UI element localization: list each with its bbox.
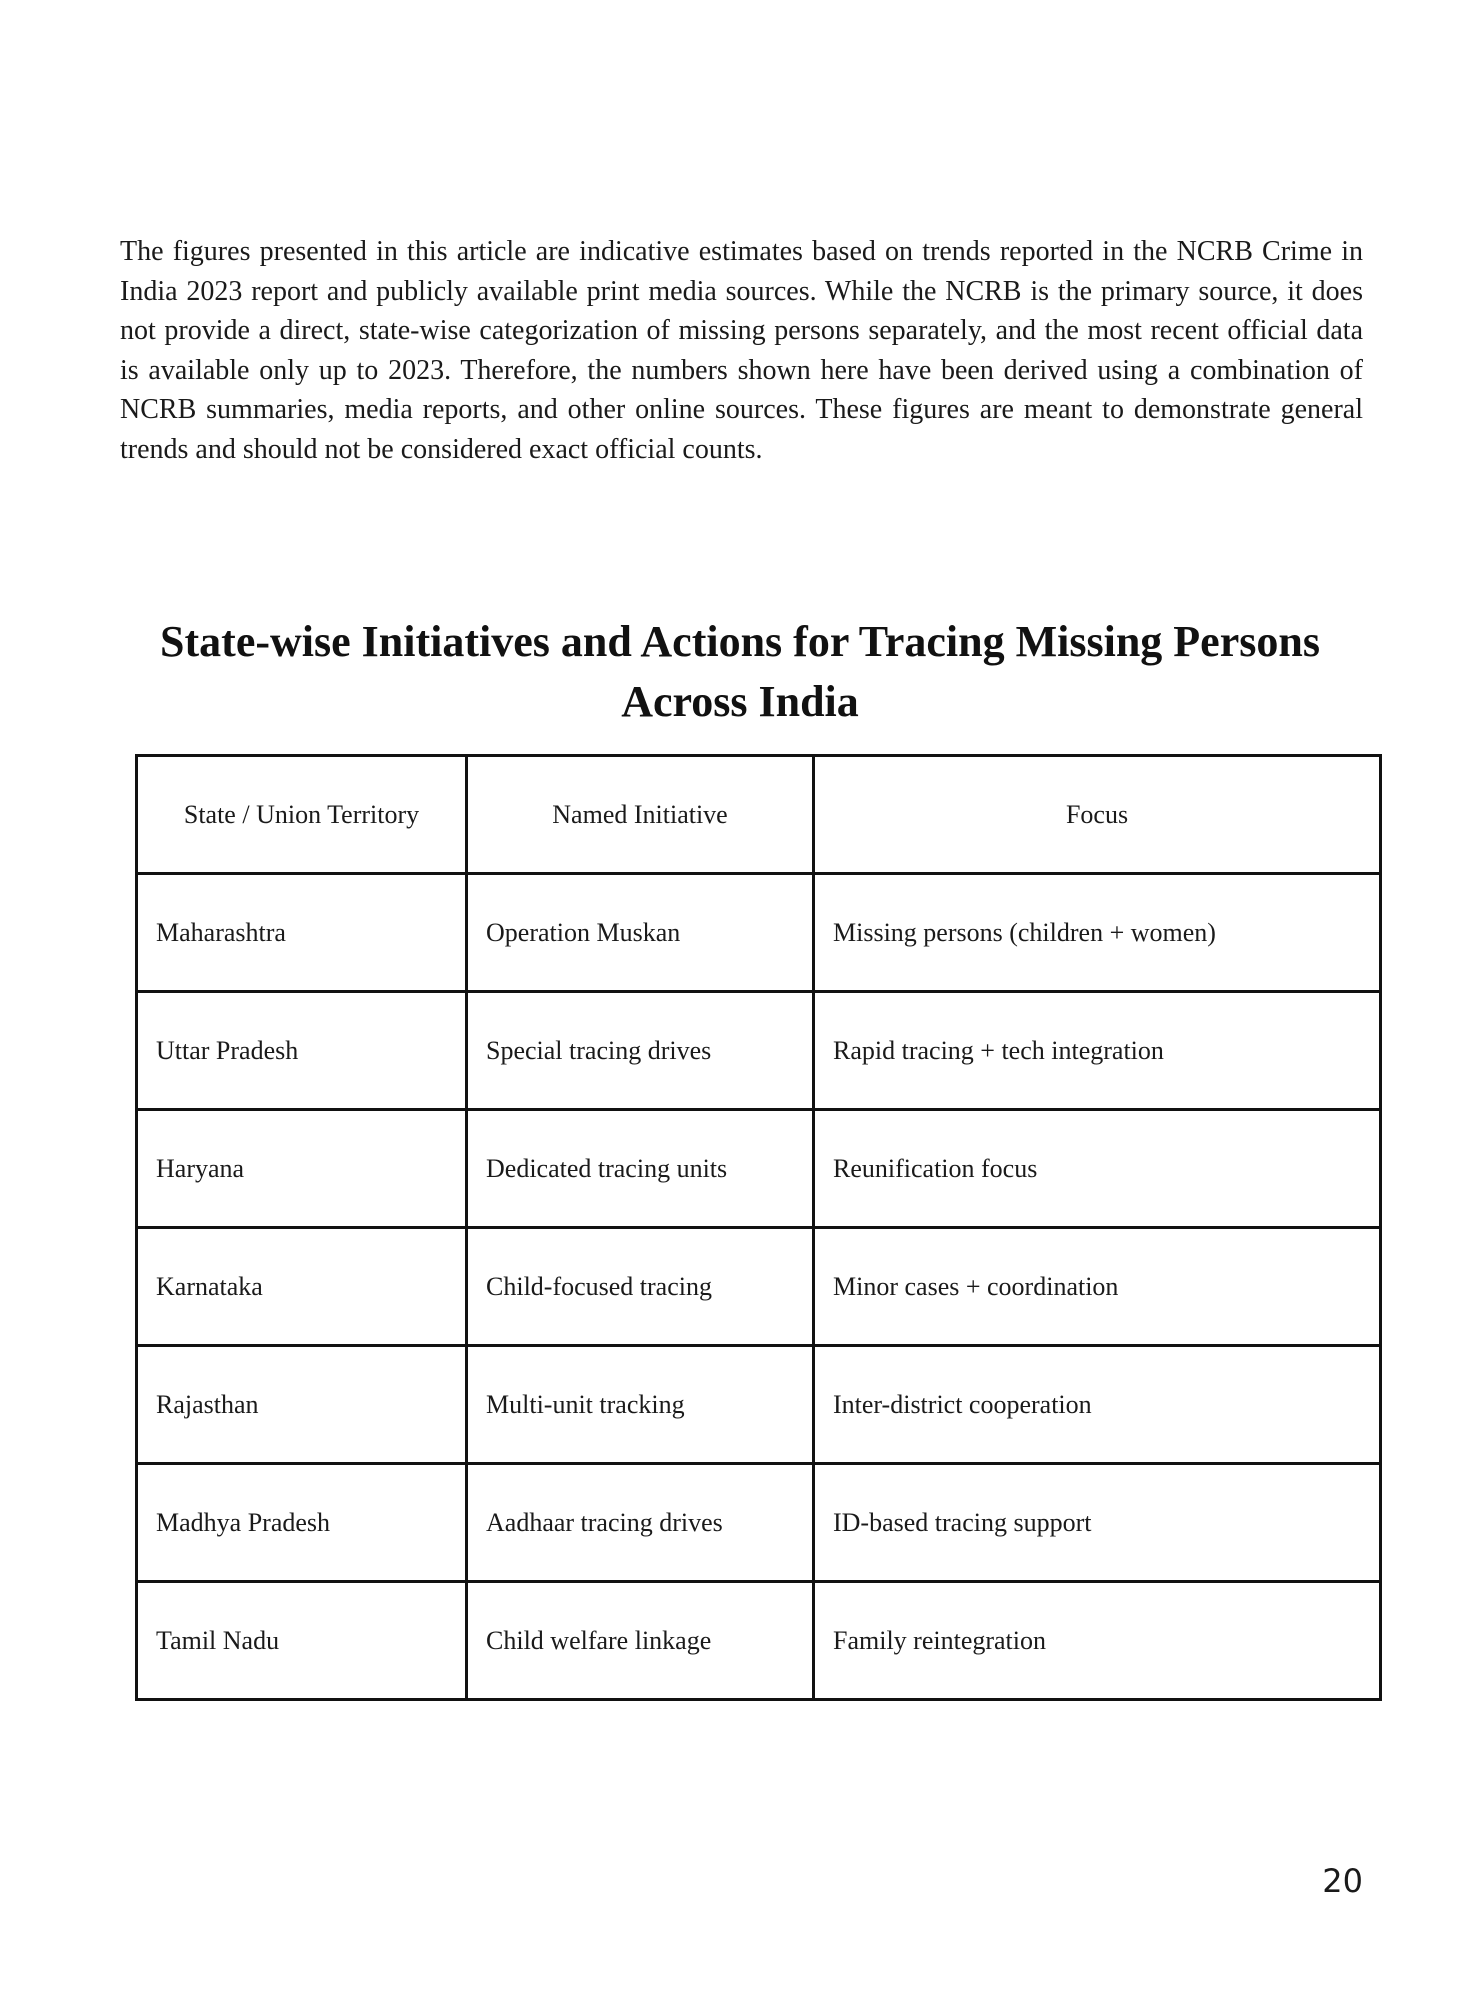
- cell-focus: Minor cases + coordination: [814, 1228, 1381, 1346]
- header-initiative: Named Initiative: [467, 756, 814, 874]
- table-row: [137, 874, 1381, 992]
- table-row: [137, 1110, 1381, 1228]
- cell-initiative: Child-focused tracing: [467, 1228, 814, 1346]
- header-focus: Focus: [814, 756, 1381, 874]
- cell-initiative: Child welfare linkage: [467, 1582, 814, 1700]
- table-title: State-wise Initiatives and Actions for Tracing Missing Persons Across India: [160, 617, 1320, 726]
- header-state: State / Union Territory: [137, 756, 467, 874]
- cell-state: Madhya Pradesh: [137, 1464, 467, 1582]
- initiatives-table: [135, 754, 1382, 1701]
- cell-state: Haryana: [137, 1110, 467, 1228]
- cell-initiative: Special tracing drives: [467, 992, 814, 1110]
- table-row: [137, 1464, 1381, 1582]
- cell-initiative: Aadhaar tracing drives: [467, 1464, 814, 1582]
- page-number: 20: [1322, 1862, 1363, 1900]
- cell-initiative: Multi-unit tracking: [467, 1346, 814, 1464]
- initiatives-table-container: [135, 754, 1379, 1701]
- cell-initiative: Operation Muskan: [467, 874, 814, 992]
- table-row: [137, 1346, 1381, 1464]
- cell-focus: Rapid tracing + tech integration: [814, 992, 1381, 1110]
- table-row: [137, 992, 1381, 1110]
- table-header-row: [137, 756, 1381, 874]
- cell-focus: Missing persons (children + women): [814, 874, 1381, 992]
- intro-paragraph: The figures presented in this article are indicative estimates based on trends reported in the NCRB Crime in India 2023 report and publicly available print media sources. While the NCRB is the primary source, it does not provide a direct, state-wise categorization of missing persons separately, and the most recent official data is available only up to 2023. Therefore, the numbers shown here have been derived using a combination of NCRB summaries, media reports, and other online sources. These figures are meant to demonstrate general trends and should not be considered exact official counts.: [120, 236, 1363, 465]
- cell-focus: Family reintegration: [814, 1582, 1381, 1700]
- cell-state: Uttar Pradesh: [137, 992, 467, 1110]
- table-row: [137, 1582, 1381, 1700]
- cell-state: Karnataka: [137, 1228, 467, 1346]
- cell-focus: Reunification focus: [814, 1110, 1381, 1228]
- cell-state: Tamil Nadu: [137, 1582, 467, 1700]
- cell-focus: Inter-district cooperation: [814, 1346, 1381, 1464]
- cell-state: Rajasthan: [137, 1346, 467, 1464]
- table-row: [137, 1228, 1381, 1346]
- cell-focus: ID-based tracing support: [814, 1464, 1381, 1582]
- cell-initiative: Dedicated tracing units: [467, 1110, 814, 1228]
- cell-state: Maharashtra: [137, 874, 467, 992]
